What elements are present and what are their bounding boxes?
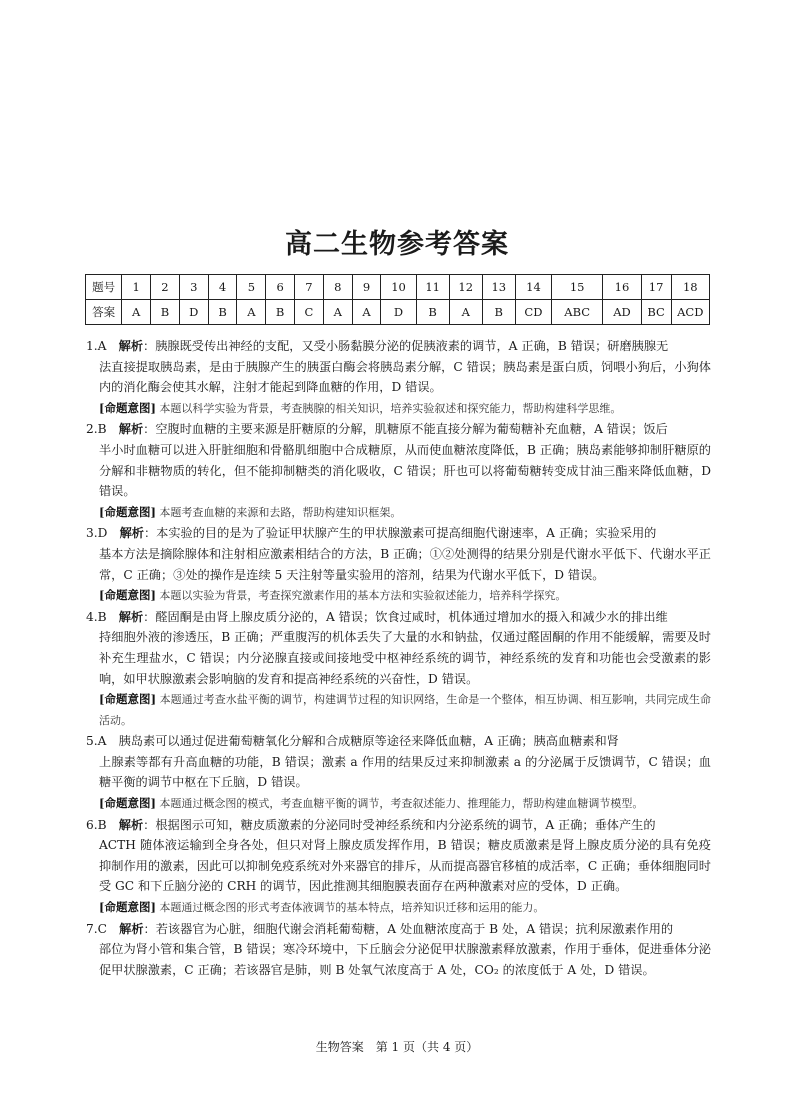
intent-tag: [命题意图]	[99, 400, 156, 415]
explanation-first-line	[86, 336, 711, 357]
analysis-keyword: 解析	[119, 921, 144, 936]
explanation-item	[86, 523, 711, 606]
explanation-first-line	[86, 419, 711, 440]
explanation-item	[86, 815, 711, 919]
question-number-cell: 3	[179, 275, 208, 300]
explanation-first-line	[86, 607, 711, 628]
analysis-keyword: 解析	[118, 339, 144, 353]
explanation-item	[86, 607, 711, 732]
intent-tag: [命题意图]	[99, 692, 157, 707]
question-answer: D	[97, 526, 108, 541]
question-number: 1.	[86, 339, 98, 353]
question-number: 2.	[86, 422, 98, 437]
intent-text: 本题考查血糖的来源和去路，帮助构建知识框架。	[159, 505, 402, 519]
question-number-cell: 2	[151, 275, 180, 300]
analysis-keyword: 解析	[118, 422, 144, 437]
answer-cell: A	[323, 300, 352, 325]
answer-table-number-row	[86, 275, 710, 300]
explanation-continuation: ACTH 随体液运输到全身各处，但只对肾上腺皮质发挥作用，B 错误；糖皮质激素是肾上腺皮质分泌的具有免疫抑制作用的激素，因此可以抑制免疫系统对外来器官的排斥，从而提高器官移植的成活率，C 正确；垂体细胞同时受 GC 和下丘脑分泌的 CRH 的调节，因此推测其细胞膜表面存在两种激素对应的受体，D 正确。	[99, 838, 711, 894]
proposition-intent	[86, 897, 711, 919]
proposition-intent	[86, 398, 711, 420]
analysis-keyword: 解析	[119, 526, 144, 541]
analysis-keyword: 解析	[118, 609, 144, 624]
explanation-first-line	[86, 731, 711, 752]
question-number-cell: 17	[641, 275, 671, 300]
answer-cell: B	[151, 300, 180, 325]
question-number: 3.	[86, 526, 98, 541]
question-answer: B	[97, 609, 107, 624]
intent-text: 本题以科学实验为背景，考查胰腺的相关知识，培养实验叙述和探究能力，帮助构建科学思维。	[159, 401, 622, 415]
answer-cell: BC	[641, 300, 671, 325]
question-number: 4.	[86, 609, 98, 624]
answer-cell: D	[381, 300, 416, 325]
question-number: 6.	[86, 817, 98, 832]
question-number-cell: 14	[515, 275, 551, 300]
question-number-cell: 13	[482, 275, 515, 300]
question-number-cell: 1	[122, 275, 151, 300]
proposition-intent	[86, 793, 711, 815]
explanation-item	[86, 336, 711, 419]
answer-cell: A	[237, 300, 266, 325]
intent-tag: [命题意图]	[99, 504, 156, 519]
question-number-cell: 6	[266, 275, 295, 300]
explanation-continuation: 部位为肾小管和集合管，B 错误；寒冷环境中，下丘脑会分泌促甲状腺激素释放激素，作用于垂体，促进垂体分泌促甲状腺激素，C 正确；若该器官是肺，则 B 处氧气浓度高于 A 处，CO₂ 的浓度低于 A 处，D 错误。	[99, 942, 711, 977]
question-answer: B	[97, 817, 107, 832]
explanation-text: ：根据图示可知，糖皮质激素的分泌同时受神经系统和内分泌系统的调节，A 正确；垂体产生的	[143, 817, 656, 832]
question-number-cell: 10	[381, 275, 416, 300]
question-answer: A	[97, 734, 107, 749]
answer-cell: B	[266, 300, 295, 325]
explanation-text: ：若该器官为心脏，细胞代谢会消耗葡萄糖，A 处血糖浓度高于 B 处，A 错误；抗利尿激素作用的	[143, 921, 674, 936]
question-answer: C	[97, 921, 107, 936]
question-number-cell: 9	[352, 275, 381, 300]
question-number-cell: 18	[671, 275, 709, 300]
page-title: 高二生物参考答案	[285, 229, 509, 260]
explanation-first-line	[86, 919, 711, 940]
explanation-item	[86, 919, 711, 981]
explanation-text: 胰岛素可以通过促进葡萄糖氧化分解和合成糖原等途径来降低血糖，A 正确；胰高血糖素和肾	[118, 734, 619, 749]
proposition-intent	[86, 689, 711, 731]
explanation-continuation: 半小时血糖可以进入肝脏细胞和骨骼肌细胞中合成糖原，从而使血糖浓度降低，B 正确；胰岛素能够抑制肝糖原的分解和非糖物质的转化，但不能抑制糖类的消化吸收，C 错误；肝也可以将葡萄糖转变成甘油三酯来降低血糖，D 错误。	[99, 442, 711, 499]
question-number: 7.	[86, 921, 98, 936]
question-number-cell: 4	[208, 275, 237, 300]
answer-cell: B	[482, 300, 515, 325]
analysis-keyword: 解析	[118, 817, 144, 832]
answer-cell: AD	[603, 300, 641, 325]
answer-cell: C	[295, 300, 324, 325]
proposition-intent	[86, 502, 711, 524]
intent-text: 本题以实验为背景，考查探究激素作用的基本方法和实验叙述能力，培养科学探究。	[159, 589, 567, 603]
question-number-cell: 15	[552, 275, 603, 300]
answer-cell: A	[122, 300, 151, 325]
intent-text: 本题通过考查水盐平衡的调节，构建调节过程的知识网络，生命是一个整体，相互协调、相互影响，共同完成生命活动。	[99, 693, 711, 727]
question-number-cell: 11	[416, 275, 449, 300]
answer-cell: ACD	[671, 300, 709, 325]
question-answer: B	[97, 422, 107, 437]
explanation-text: ：醛固酮是由肾上腺皮质分泌的，A 错误；饮食过咸时，机体通过增加水的摄入和减少水的排出维	[143, 609, 668, 624]
explanation-continuation: 基本方法是摘除腺体和注射相应激素相结合的方法，B 正确；①②处测得的结果分别是代谢水平低下、代谢水平正常，C 正确；③处的操作是连续 5 天注射等量实验用的溶剂，结果为代谢水平低下，D 错误。	[99, 546, 711, 582]
question-number-cell: 8	[323, 275, 352, 300]
answer-cell: A	[449, 300, 482, 325]
explanation-first-line	[86, 815, 711, 836]
explanation-continuation: 法直接提取胰岛素，是由于胰腺产生的胰蛋白酶会将胰岛素分解，C 错误；胰岛素是蛋白质，饲喂小狗后，小狗体内的消化酶会使其水解，注射才能起到降血糖的作用，D 错误。	[99, 359, 711, 395]
explanations	[86, 336, 711, 980]
explanation-first-line	[86, 523, 711, 544]
explanation-text: ：空腹时血糖的主要来源是肝糖原的分解，肌糖原不能直接分解为葡萄糖补充血糖，A 错误；饭后	[143, 422, 668, 437]
question-number-cell: 12	[449, 275, 482, 300]
explanation-continuation: 持细胞外液的渗透压，B 正确；严重腹泻的机体丢失了大量的水和钠盐，仅通过醛固酮的作用不能缓解，需要及时补充生理盐水，C 错误；内分泌腺直接或间接地受中枢神经系统的调节，神经系统的发育和功能也会受激素的影响，如甲状腺激素会影响脑的发育和提高神经系统的兴奋性，D 错误。	[99, 630, 711, 686]
intent-tag: [命题意图]	[99, 900, 156, 915]
explanation-text: ：本实验的目的是为了验证甲状腺产生的甲状腺激素可提高细胞代谢速率，A 正确；实验采用的	[143, 526, 657, 541]
page-footer: 生物答案 第 1 页（共 4 页）	[315, 1040, 479, 1054]
answer-cell: D	[179, 300, 208, 325]
explanation-item	[86, 731, 711, 814]
question-number-cell: 5	[237, 275, 266, 300]
intent-text: 本题通过概念图的形式考查体液调节的基本特点，培养知识迁移和运用的能力。	[159, 901, 545, 915]
question-number-cell: 7	[295, 275, 324, 300]
question-answer: A	[97, 339, 107, 353]
intent-tag: [命题意图]	[99, 588, 156, 603]
intent-text: 本题通过概念图的模式，考查血糖平衡的调节，考查叙述能力、推理能力，帮助构建血糖调节模型。	[159, 797, 644, 811]
answer-table-answer-row	[86, 300, 710, 325]
question-number-cell: 16	[603, 275, 641, 300]
answer-cell: A	[352, 300, 381, 325]
explanation-item	[86, 419, 711, 523]
question-number: 5.	[86, 734, 98, 749]
answer-cell: CD	[515, 300, 551, 325]
explanation-continuation: 上腺素等都有升高血糖的功能，B 错误；激素 a 作用的结果反过来抑制激素 a 的分泌属于反馈调节，C 错误；血糖平衡的调节中枢在下丘脑，D 错误。	[99, 754, 711, 790]
answer-table	[85, 274, 710, 325]
intent-tag: [命题意图]	[99, 796, 156, 811]
answer-cell: B	[208, 300, 237, 325]
answer-cell: B	[416, 300, 449, 325]
explanation-text: ：胰腺既受传出神经的支配，又受小肠黏膜分泌的促胰液素的调节，A 正确，B 错误；研磨胰腺无	[143, 339, 669, 353]
answer-table-label: 答案	[86, 300, 122, 325]
proposition-intent	[86, 585, 711, 607]
answer-table-header: 题号	[86, 275, 122, 300]
answer-cell: ABC	[552, 300, 603, 325]
